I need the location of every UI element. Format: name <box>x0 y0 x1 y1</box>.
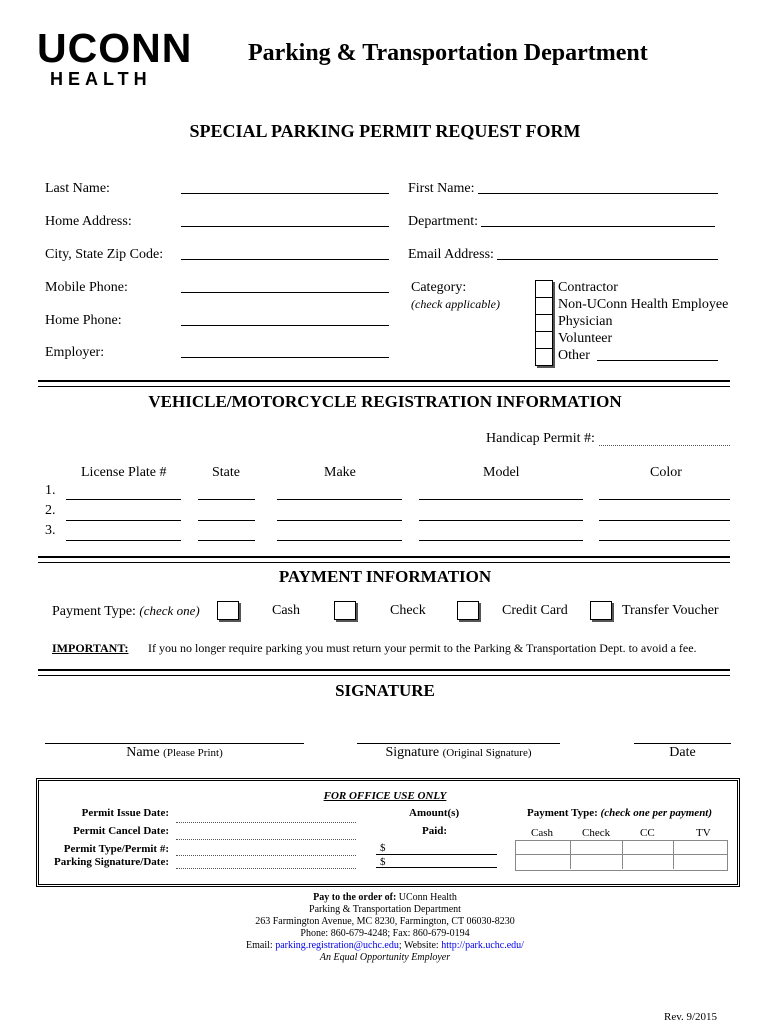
model-field[interactable] <box>419 499 583 500</box>
revision-label: Rev. 9/2015 <box>664 1011 718 1023</box>
permit-issue-date-field[interactable] <box>176 822 356 823</box>
model-field[interactable] <box>419 520 583 521</box>
handicap-field[interactable] <box>599 445 730 446</box>
col-model: Model <box>483 465 520 480</box>
category-option-other: Other <box>558 348 590 363</box>
payment-option-credit-card: Credit Card <box>502 603 568 618</box>
name-field[interactable] <box>45 743 304 744</box>
logo-health: HEALTH <box>50 69 152 89</box>
footer-eoe: An Equal Opportunity Employer <box>319 952 451 963</box>
name-caption: Name (Please Print) <box>126 745 223 760</box>
permit-type-field[interactable] <box>176 855 356 856</box>
permit-type-label: Permit Type/Permit #: <box>63 843 169 855</box>
mobile-phone-label: Mobile Phone: <box>45 280 128 295</box>
make-field[interactable] <box>277 540 402 541</box>
category-option-volunteer: Volunteer <box>558 331 613 346</box>
signature-field[interactable] <box>357 743 560 744</box>
payment-transfer-voucher-checkbox[interactable] <box>590 601 612 620</box>
amounts-label: Amount(s) <box>409 807 460 819</box>
payment-credit-card-checkbox[interactable] <box>457 601 479 620</box>
state-field[interactable] <box>198 540 255 541</box>
col-make: Make <box>324 465 356 480</box>
state-field[interactable] <box>198 520 255 521</box>
office-grid-divider <box>570 840 571 869</box>
col-color: Color <box>650 465 682 480</box>
signature-caption: Signature (Original Signature) <box>385 745 532 760</box>
important-text: If you no longer require parking you must return your permit to the Parking & Transportation Dept. to avoid a fee. <box>148 641 697 655</box>
footer-dept: Parking & Transportation Department <box>309 904 461 915</box>
color-field[interactable] <box>599 520 730 521</box>
home-address-label: Home Address: <box>45 214 132 229</box>
footer-phone: Phone: 860-679-4248; Fax: 860-679-0194 <box>300 928 470 939</box>
department-label: Department: <box>408 214 478 229</box>
office-use-title: FOR OFFICE USE ONLY <box>323 790 447 802</box>
date-caption: Date <box>669 745 696 760</box>
office-col-cc: CC <box>640 827 655 839</box>
city-state-zip-label: City, State Zip Code: <box>45 247 164 262</box>
col-license-plate: License Plate # <box>81 465 167 480</box>
col-state: State <box>212 465 240 480</box>
dollar-sign: $ <box>380 856 386 868</box>
separator <box>38 669 730 676</box>
footer-email-link[interactable]: parking.registration@uchc.edu <box>275 940 399 951</box>
date-field[interactable] <box>634 743 731 744</box>
footer-address: 263 Farmington Avenue, MC 8230, Farmington, CT 06030-8230 <box>255 916 515 927</box>
payment-check-checkbox[interactable] <box>334 601 356 620</box>
important-label: IMPORTANT: <box>52 641 129 655</box>
license-plate-field[interactable] <box>66 540 181 541</box>
payment-option-check: Check <box>390 603 426 618</box>
category-hint: (check applicable) <box>411 297 500 311</box>
paid-label: Paid: <box>422 825 448 837</box>
department-field[interactable] <box>481 226 715 227</box>
footer-website-link[interactable]: http://park.uchc.edu/ <box>441 940 524 951</box>
logo-uconn: UCONN <box>37 25 193 71</box>
payment-heading: PAYMENT INFORMATION <box>278 567 492 586</box>
employer-label: Employer: <box>45 345 105 360</box>
mobile-phone-field[interactable] <box>181 292 389 293</box>
category-option-physician: Physician <box>558 314 613 329</box>
employer-field[interactable] <box>181 357 389 358</box>
home-phone-label: Home Phone: <box>45 313 122 328</box>
category-other-checkbox[interactable] <box>535 348 553 366</box>
vehicle-row-number: 2. <box>45 503 56 518</box>
license-plate-field[interactable] <box>66 520 181 521</box>
parking-signature-label: Parking Signature/Date: <box>54 856 169 868</box>
signature-heading: SIGNATURE <box>335 681 435 700</box>
permit-cancel-date-label: Permit Cancel Date: <box>73 825 169 837</box>
parking-signature-field[interactable] <box>176 868 356 869</box>
office-grid-divider <box>515 854 727 855</box>
color-field[interactable] <box>599 540 730 541</box>
office-col-cash: Cash <box>531 827 553 839</box>
handicap-label: Handicap Permit #: <box>486 431 595 446</box>
category-contractor-checkbox[interactable] <box>535 280 553 298</box>
color-field[interactable] <box>599 499 730 500</box>
form-title: SPECIAL PARKING PERMIT REQUEST FORM <box>189 121 581 141</box>
office-grid-divider <box>673 840 674 869</box>
home-phone-field[interactable] <box>181 325 389 326</box>
office-col-tv: TV <box>696 827 711 839</box>
amount-field-2[interactable] <box>376 867 497 868</box>
vehicle-row-number: 1. <box>45 483 56 498</box>
payment-cash-checkbox[interactable] <box>217 601 239 620</box>
payment-type-label: Payment Type: (check one) <box>52 603 200 619</box>
last-name-field[interactable] <box>181 193 389 194</box>
payment-option-transfer-voucher: Transfer Voucher <box>622 603 719 618</box>
first-name-field[interactable] <box>478 193 718 194</box>
last-name-label: Last Name: <box>45 181 110 196</box>
model-field[interactable] <box>419 540 583 541</box>
payment-option-cash: Cash <box>272 603 300 618</box>
city-state-zip-field[interactable] <box>181 259 389 260</box>
amount-field-1[interactable] <box>376 854 497 855</box>
vehicle-row-number: 3. <box>45 523 56 538</box>
footer-pay-to: Pay to the order of: UConn Health <box>313 892 457 903</box>
category-option-contractor: Contractor <box>558 280 618 295</box>
make-field[interactable] <box>277 520 402 521</box>
office-payment-type-label: Payment Type: (check one per payment) <box>527 807 713 819</box>
office-col-check: Check <box>582 827 611 839</box>
license-plate-field[interactable] <box>66 499 181 500</box>
dollar-sign: $ <box>380 842 386 854</box>
vehicle-heading: VEHICLE/MOTORCYCLE REGISTRATION INFORMATION <box>148 392 622 411</box>
email-field[interactable] <box>497 259 718 260</box>
department-title: Parking & Transportation Department <box>248 40 648 66</box>
permit-cancel-date-field[interactable] <box>176 839 356 840</box>
separator <box>38 380 730 387</box>
first-name-label: First Name: <box>408 181 475 196</box>
state-field[interactable] <box>198 499 255 500</box>
category-non-uconn-checkbox[interactable] <box>535 297 553 315</box>
category-option-non-uconn: Non-UConn Health Employee <box>558 297 729 312</box>
permit-issue-date-label: Permit Issue Date: <box>81 807 169 819</box>
email-label: Email Address: <box>408 247 494 262</box>
separator <box>38 556 730 563</box>
category-label: Category: <box>411 280 467 295</box>
make-field[interactable] <box>277 499 402 500</box>
category-other-field[interactable] <box>597 360 718 361</box>
category-volunteer-checkbox[interactable] <box>535 331 553 349</box>
footer-contact: Email: parking.registration@uchc.edu; Website: http://park.uchc.edu/ <box>246 940 524 951</box>
office-grid-divider <box>622 840 623 869</box>
category-physician-checkbox[interactable] <box>535 314 553 332</box>
home-address-field[interactable] <box>181 226 389 227</box>
